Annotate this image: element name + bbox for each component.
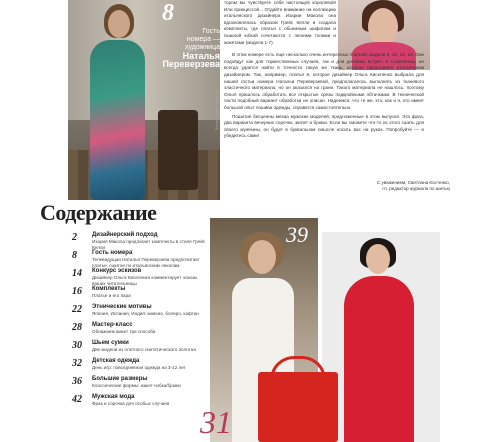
toc-page-number: 16 [72,286,82,297]
editor-letter [224,0,424,142]
table-of-contents [72,232,214,406]
toc-page-number: 2 [72,232,77,243]
toc-page-number: 8 [72,250,77,261]
toc-description: Телеведущая Наталья Переверзева предпочитает платье, сшитое по итальянским лекалам [92,257,200,268]
toc-page-number: 22 [72,304,82,315]
toc-item[interactable] [72,286,214,304]
toc-description: Фрак и сорочка для особых случаев [92,401,170,406]
photo-red-dress [322,232,440,442]
toc-item[interactable] [72,232,214,250]
toc-page-number: 14 [72,268,82,279]
photo-credit: Фото: Сергей Шарков [214,90,219,130]
photo-page-number: 31 [200,404,232,440]
letter-paragraph: тором вы чувствуете себя настоящей королевой! Или принцессой... Отдайте внимание на коллекцию итальянского дизайнера Изарии Макола она вдохновлялась образом Грейс Келли и создала комплекты, где платья с обьемным шифоном и пышной юбкой сочетаются с легкими топами и жакетами (модели 1-7). [224,0,336,45]
toc-heading: Дизайнерский подход [92,232,158,238]
toc-description: День игр: повседневная одежда на 3-12 лет [92,365,186,370]
toc-item[interactable] [72,250,214,268]
toc-heading: Мужская мода [92,394,135,400]
toc-item[interactable] [72,304,214,322]
toc-heading: Этнические мотивы [92,304,152,310]
toc-page-number: 42 [72,394,82,405]
toc-description: Изария Макола предлагает комплекты в стиле Грейс Келли [92,239,206,250]
photo-page-number: 8 [162,0,174,26]
model-head [366,244,390,274]
toc-item[interactable] [72,394,214,406]
toc-heading: Шьем сумки [92,340,129,346]
toc-description: Две модели из плотного синтетического полотна [92,347,196,352]
toc-heading: Мастер-класс [92,322,133,328]
toc-item[interactable] [72,340,214,358]
model-dress [344,276,414,442]
toc-heading: Гость номера [92,250,133,256]
toc-description: Платье и его пара [92,293,131,298]
signature-line: гл. редактор журнала по шитью [382,186,450,191]
toc-description: Обнажаем жакет три способа [92,329,156,334]
editor-signature [350,180,450,192]
toc-heading: Большие размеры [92,376,148,382]
photo-caption [68,0,220,68]
toc-page-number: 30 [72,340,82,351]
toc-description: Дизайнер Ольга Киселенко комментирует эскизы ваших читательницы [92,275,198,286]
contents-title: Содержание [40,200,157,225]
toc-item[interactable] [72,268,214,286]
letter-paragraph: Пошитие бесценны мехаа мужских моделей, предложенные в этом выпуске. Эта фраз, два варианта вечерних сорочек, жилет и брюки. Если вы сможете что-то из этого сшить для своего мужчины, он будет в буквальном смысле носить вас на руках. Попробуйте — и убедитесь сами! [224,113,424,139]
signature-line: С уважением, Светлана Костенко, [376,180,450,185]
photo-chair [158,110,198,190]
photo-page-number: 39 [286,222,308,247]
toc-heading: Детская одежда [92,358,140,364]
toc-description: Классические формы: жакет+юбка/брюки [92,383,181,388]
model-head [248,240,276,274]
toc-description: Япония, Испания, Индия: кимоно, болеро, кафтан [92,311,199,316]
toc-item[interactable] [72,376,214,394]
toc-item[interactable] [72,358,214,376]
caption-name: Наталья [182,51,220,61]
toc-heading: Конкурс эскизов [92,268,142,274]
caption-name: Переверзева [162,59,220,69]
toc-heading: Комплекты [92,286,126,292]
caption-line: Гость [202,28,220,35]
toc-page-number: 36 [72,376,82,387]
caption-line: художница [184,44,220,51]
red-bag [258,372,338,442]
toc-page-number: 32 [72,358,82,369]
toc-item[interactable] [72,322,214,340]
caption-line: номера — [186,36,220,43]
letter-paragraph: В этом номере есть еще несколько очень интересных платьев: модели 6, 10, 12, 19. Они подойдут как для торжественных случаев, так и для деловых встреч. К сожалению, не всегда удается найти в точности такую же ткань, которая предложена итальянским дизайнером. Так, например, платье 8, которое дизайнер Ольга Киселенко выбрала для нашей гостьи номера Натальи Переверзевой, предполагалось выполнять из тканевого эластичного материала, но он оказался на грани. Такого материала не нашлось, поэтому Ольге пришлось обработать все открытые срезы подкройными обтачками. В технической части подобный вариант обработки не описан. Надеемся, что те же, кто, как и я, кто имеет большой опыт пошива одежды, справятся самостоятельно. [224,52,424,110]
toc-page-number: 28 [72,322,82,333]
